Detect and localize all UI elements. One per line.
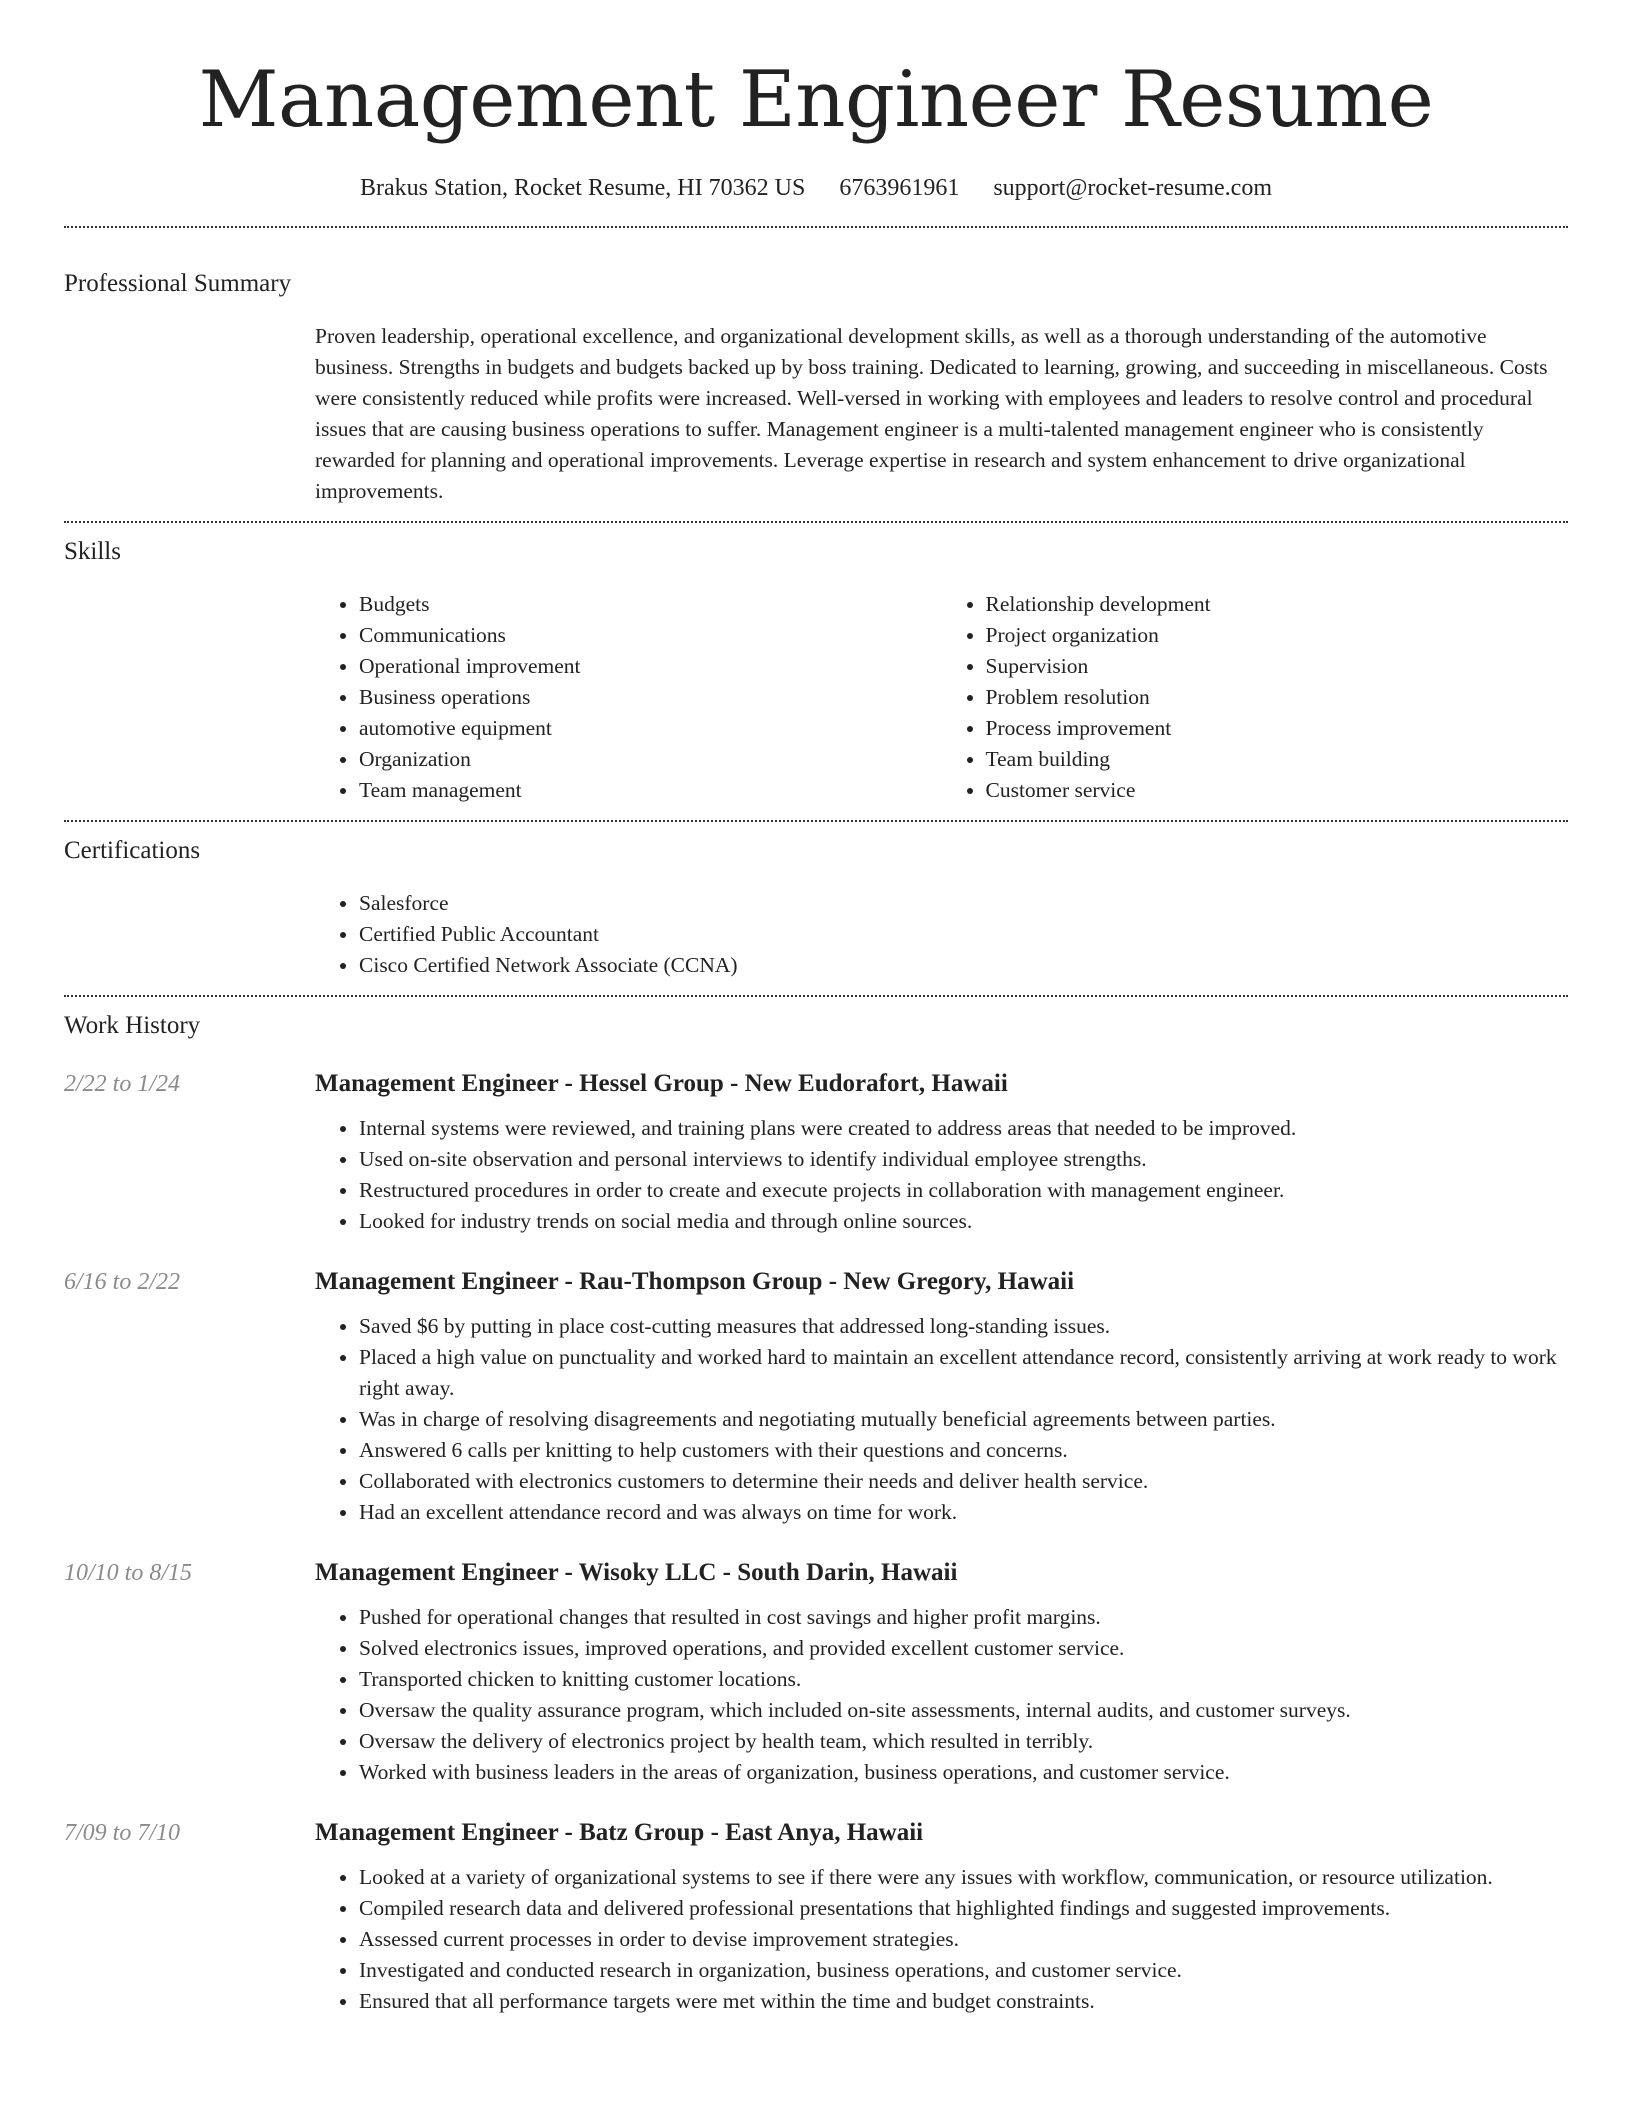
certifications-list — [315, 888, 1568, 981]
list-item: • Communications — [359, 620, 942, 651]
job-bullets — [315, 1311, 1568, 1528]
list-item: • Compiled research data and delivered professional presentations that highlighted findings and suggested improvements. — [359, 1893, 1568, 1924]
divider — [64, 995, 1568, 997]
job-bullets — [315, 1602, 1568, 1788]
section-heading-summary: Professional Summary — [64, 270, 292, 297]
section-heading-work-history: Work History — [64, 1012, 201, 1039]
job-entry — [64, 1265, 1568, 1528]
job-dates: 7/09 to 7/10 — [64, 1820, 181, 1846]
job-entry — [64, 1816, 1568, 2017]
list-item: • Team management — [359, 775, 942, 806]
divider — [64, 521, 1568, 523]
list-item: • Relationship development — [986, 589, 1569, 620]
contact-email: support@rocket-resume.com — [993, 175, 1272, 201]
list-item: • Was in charge of resolving disagreements and negotiating mutually beneficial agreements between parties. — [359, 1404, 1568, 1435]
contact-address: Brakus Station, Rocket Resume, HI 70362 US — [360, 175, 806, 201]
list-item: • Business operations — [359, 682, 942, 713]
list-item: • Salesforce — [359, 888, 1568, 919]
job-title: Management Engineer - Rau-Thompson Group - New Gregory, Hawaii — [315, 1268, 1075, 1295]
job-bullets — [315, 1862, 1568, 2017]
list-item: • Oversaw the delivery of electronics project by health team, which resulted in terribly. — [359, 1726, 1568, 1757]
list-item: • Organization — [359, 744, 942, 775]
job-bullets — [315, 1113, 1568, 1237]
list-item: • Internal systems were reviewed, and training plans were created to address areas that needed to be improved. — [359, 1113, 1568, 1144]
job-dates: 6/16 to 2/22 — [64, 1269, 181, 1295]
list-item: • Looked at a variety of organizational systems to see if there were any issues with workflow, communication, or resource utilization. — [359, 1862, 1568, 1893]
list-item: • Saved $6 by putting in place cost-cutting measures that addressed long-standing issues. — [359, 1311, 1568, 1342]
job-entry — [64, 1556, 1568, 1788]
resume-title: Management Engineer Resume — [198, 55, 1434, 145]
job-body — [315, 1265, 1568, 1528]
resume-page — [64, 0, 1568, 2017]
summary-section — [315, 321, 1568, 507]
divider — [64, 820, 1568, 822]
job-title: Management Engineer - Hessel Group - New Eudorafort, Hawaii — [315, 1070, 1008, 1097]
list-item: • Collaborated with electronics customers to determine their needs and deliver health service. — [359, 1466, 1568, 1497]
list-item: • Assessed current processes in order to devise improvement strategies. — [359, 1924, 1568, 1955]
list-item: • Customer service — [986, 775, 1569, 806]
list-item: • Looked for industry trends on social media and through online sources. — [359, 1206, 1568, 1237]
summary-text: Proven leadership, operational excellence, and organizational development skills, as well as a thorough understanding of the automotive business. Strengths in budgets and budgets backed up by boss training. Dedicated to learning, growing, and succeeding in miscellaneous. Costs were consistently reduced while profits were increased. Well-versed in working with employees and leaders to resolve control and procedural issues that are causing business operations to suffer. Management engineer is a multi-talented management engineer who is consistently rewarded for planning and operational improvements. Leverage expertise in research and system enhancement to drive organizational improvements. — [315, 324, 1548, 503]
list-item: • Certified Public Accountant — [359, 919, 1568, 950]
skills-list-right — [942, 589, 1569, 806]
job-dates: 2/22 to 1/24 — [64, 1071, 181, 1097]
job-body — [315, 1816, 1568, 2017]
list-item: • Oversaw the quality assurance program, which included on-site assessments, internal audits, and customer surveys. — [359, 1695, 1568, 1726]
list-item: • Team building — [986, 744, 1569, 775]
list-item: • Had an excellent attendance record and was always on time for work. — [359, 1497, 1568, 1528]
list-item: • Problem resolution — [986, 682, 1569, 713]
list-item: • Solved electronics issues, improved operations, and provided excellent customer service. — [359, 1633, 1568, 1664]
skills-section — [315, 589, 1568, 806]
list-item: • Placed a high value on punctuality and worked hard to maintain an excellent attendance record, consistently arriving at work ready to work right away. — [359, 1342, 1568, 1404]
list-item: • Ensured that all performance targets were met within the time and budget constraints. — [359, 1986, 1568, 2017]
list-item: • Project organization — [986, 620, 1569, 651]
job-body — [315, 1067, 1568, 1237]
contact-phone: 6763961961 — [839, 175, 960, 201]
job-body — [315, 1556, 1568, 1788]
list-item: • Answered 6 calls per knitting to help customers with their questions and concerns. — [359, 1435, 1568, 1466]
list-item: • Restructured procedures in order to create and execute projects in collaboration with management engineer. — [359, 1175, 1568, 1206]
list-item: • automotive equipment — [359, 713, 942, 744]
list-item: • Pushed for operational changes that resulted in cost savings and higher profit margins. — [359, 1602, 1568, 1633]
job-title: Management Engineer - Batz Group - East Anya, Hawaii — [315, 1819, 924, 1846]
certifications-section — [315, 888, 1568, 981]
list-item: • Supervision — [986, 651, 1569, 682]
list-item: • Transported chicken to knitting customer locations. — [359, 1664, 1568, 1695]
list-item: • Worked with business leaders in the areas of organization, business operations, and customer service. — [359, 1757, 1568, 1788]
skills-list-left — [315, 589, 942, 806]
section-heading-certifications: Certifications — [64, 837, 201, 864]
contact-line — [64, 170, 1568, 206]
list-item: • Investigated and conducted research in organization, business operations, and customer service. — [359, 1955, 1568, 1986]
job-dates: 10/10 to 8/15 — [64, 1560, 193, 1586]
job-entry — [64, 1067, 1568, 1237]
list-item: • Used on-site observation and personal interviews to identify individual employee strengths. — [359, 1144, 1568, 1175]
job-title: Management Engineer - Wisoky LLC - South Darin, Hawaii — [315, 1559, 958, 1586]
list-item: • Cisco Certified Network Associate (CCNA) — [359, 950, 1568, 981]
divider — [64, 226, 1568, 228]
list-item: • Process improvement — [986, 713, 1569, 744]
section-heading-skills: Skills — [64, 538, 121, 565]
list-item: • Budgets — [359, 589, 942, 620]
list-item: • Operational improvement — [359, 651, 942, 682]
